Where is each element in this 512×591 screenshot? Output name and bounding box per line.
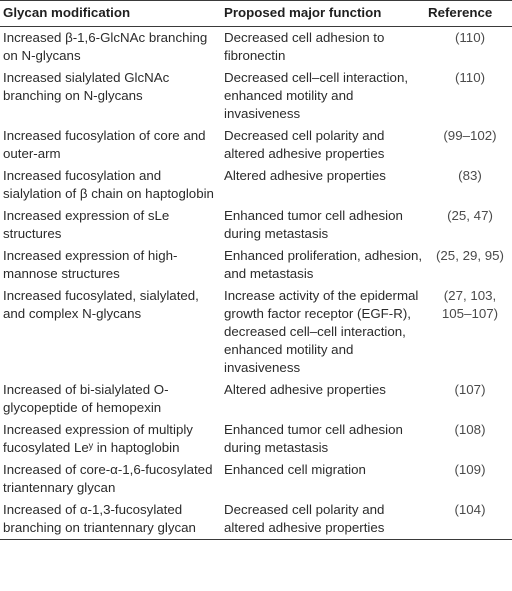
cell-reference: (104) <box>454 502 486 517</box>
table-row <box>0 285 512 379</box>
table-row <box>0 499 512 539</box>
cell-function: Decreased cell polarity and altered adhesive properties <box>224 128 385 161</box>
cell-function: Decreased cell–cell interaction, enhanced motility and invasiveness <box>224 70 409 121</box>
table-row <box>0 459 512 499</box>
cell-modification: Increased expression of high-mannose structures <box>3 248 178 281</box>
cell-reference: (110) <box>454 30 486 45</box>
cell-function: Enhanced cell migration <box>224 462 366 477</box>
cell-function: Decreased cell adhesion to fibronectin <box>224 30 385 63</box>
header-modification: Glycan modification <box>3 5 131 20</box>
cell-modification: Increased β-1,6-GlcNAc branching on N-glycans <box>3 30 208 63</box>
cell-modification: Increased of bi-sialylated O-glycopeptide of hemopexin <box>3 382 169 415</box>
table-row <box>0 245 512 285</box>
cell-modification: Increased expression of sLe structures <box>3 208 170 241</box>
cell-function: Altered adhesive properties <box>224 168 386 183</box>
cell-modification: Increased fucosylation and sialylation of β chain on haptoglobin <box>3 168 214 201</box>
table-row <box>0 67 512 125</box>
header-reference: Reference <box>428 5 493 20</box>
cell-function: Enhanced proliferation, adhesion, and metastasis <box>224 248 423 281</box>
table-row <box>0 27 512 67</box>
cell-function: Enhanced tumor cell adhesion during metastasis <box>224 422 403 455</box>
cell-reference: (25, 29, 95) <box>435 248 504 263</box>
table-row <box>0 165 512 205</box>
cell-modification: Increased sialylated GlcNAc branching on N-glycans <box>3 70 170 103</box>
table-header-row <box>0 1 512 26</box>
cell-reference: (83) <box>458 168 482 183</box>
cell-modification: Increased fucosylation of core and outer-arm <box>3 128 206 161</box>
cell-modification: Increased fucosylated, sialylated, and complex N-glycans <box>3 288 199 321</box>
table-row <box>0 419 512 459</box>
cell-modification: Increased of core-α-1,6-fucosylated triantennary glycan <box>3 462 213 495</box>
table-row <box>0 125 512 165</box>
cell-function: Altered adhesive properties <box>224 382 386 397</box>
cell-reference: (25, 47) <box>447 208 493 223</box>
cell-function: Decreased cell polarity and altered adhesive properties <box>224 502 385 535</box>
cell-function: Enhanced tumor cell adhesion during metastasis <box>224 208 403 241</box>
cell-reference: (110) <box>454 70 486 85</box>
cell-reference: (99–102) <box>443 128 497 143</box>
cell-function: Increase activity of the epidermal growth factor receptor (EGF-R), decreased cell–cell interaction, enhanced motility and invasiveness <box>224 288 419 375</box>
cell-reference: (109) <box>454 462 486 477</box>
header-function: Proposed major function <box>224 5 382 20</box>
table-row <box>0 379 512 419</box>
cell-reference: (108) <box>454 422 486 437</box>
table-bottom-rule <box>0 539 512 540</box>
cell-modification: Increased expression of multiply fucosylated Leʸ in haptoglobin <box>3 422 193 455</box>
cell-reference: (107) <box>454 382 486 397</box>
cell-reference: (27, 103, 105–107) <box>441 288 499 321</box>
table-row <box>0 205 512 245</box>
cell-modification: Increased of α-1,3-fucosylated branching on triantennary glycan <box>3 502 196 535</box>
